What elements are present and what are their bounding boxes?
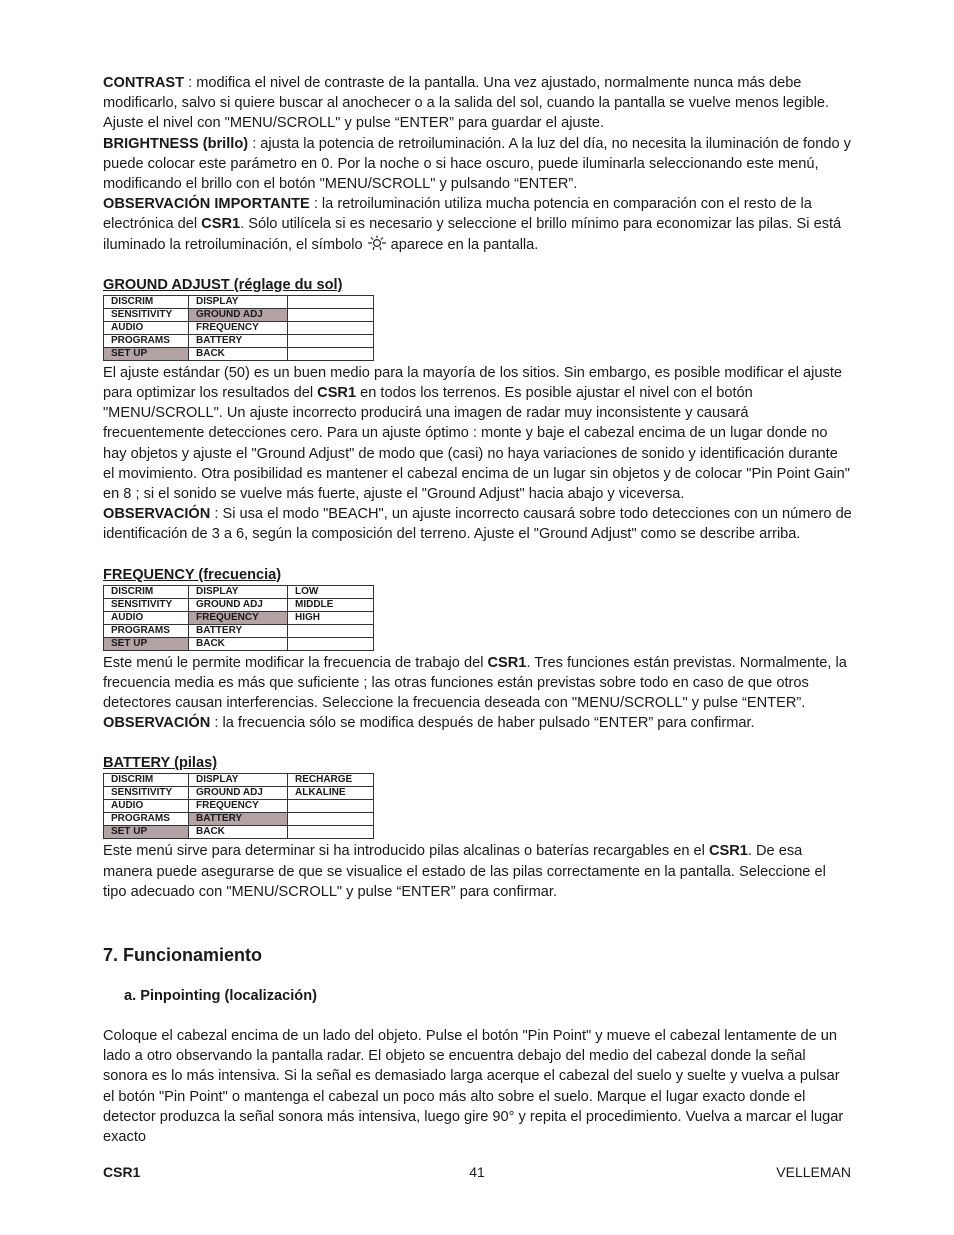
- contrast-paragraph: CONTRAST : modifica el nivel de contraste de la pantalla. Una vez ajustado, normalmente nunca más debe modificarlo, salvo si quiere buscar al anochecer o a la salida del sol, cuando la pantalla se vuelve menos legible. Ajuste el nivel con "MENU/SCROLL" y pulse “ENTER” para guardar el ajuste.: [103, 75, 830, 132]
- table-row: SET UP BACK: [104, 826, 374, 839]
- table-row: PROGRAMS BATTERY: [104, 813, 374, 826]
- table-row: SET UP BACK: [104, 347, 374, 360]
- battery-heading: BATTERY (pilas): [103, 755, 218, 772]
- table-row: AUDIO FREQUENCY HIGH: [104, 611, 374, 624]
- ground-adjust-paragraph: El ajuste estándar (50) es un buen medio para la mayoría de los sitios. Sin embargo, es posible modificar el ajuste para optimizar los resultados del CSR1 en todos los terrenos. Es posible ajustar el nivel con el botón "MENU/SCROLL". Un ajuste incorrecto producirá una imagen de radar muy inconsistente y causará frecuentemente detecciones cero. Para un ajuste óptimo : monte y baje el cabezal encima de un lugar donde no hay objetos y ajuste el "Ground Adjust" de modo que (casi) no haya variaciones de sonido y identificación durante el movimiento. Otra posibilidad es mantener el cabezal encima de un lugar sin objetos y de colocar "Pin Point Gain" en 8 ; si el sonido se vuelve más fuerte, ajuste el "Ground Adjust" hacia abajo y viceversa.: [103, 364, 850, 503]
- table-row: PROGRAMS BATTERY: [104, 624, 374, 637]
- table-row: SET UP BACK: [104, 637, 374, 650]
- sun-icon: [367, 235, 387, 251]
- selected-cell: BATTERY: [189, 813, 288, 826]
- table-row: AUDIO FREQUENCY: [104, 800, 374, 813]
- page-number: 41: [469, 1164, 485, 1180]
- frequency-menu-table: [103, 585, 374, 651]
- footer-model: CSR1: [103, 1164, 141, 1180]
- page-footer: [103, 1164, 851, 1184]
- table-row: DISCRIM DISPLAY LOW: [104, 585, 374, 598]
- backlight-note: OBSERVACIÓN IMPORTANTE : la retroiluminación utiliza mucha potencia en comparación con el resto de la electrónica del CSR1. Sólo utilícela si es necesario y seleccione el brillo mínimo para economizar las pilas. Si está iluminado la retroiluminación, el símbolo aparece en la pantalla.: [103, 196, 842, 253]
- table-row: SENSITIVITY GROUND ADJ MIDDLE: [104, 598, 374, 611]
- table-row: SENSITIVITY GROUND ADJ: [104, 308, 374, 321]
- table-row: PROGRAMS BATTERY: [104, 334, 374, 347]
- brightness-paragraph: BRIGHTNESS (brillo) : ajusta la potencia de retroiluminación. A la luz del día, no necesita la iluminación de fondo y puede colocar este parámetro en 0. Por la noche o si hace oscuro, puede iluminarla seleccionando este menú, modificando el brillo con el botón "MENU/SCROLL" y pulsando “ENTER”.: [103, 135, 851, 193]
- selected-cell: FREQUENCY: [189, 611, 288, 624]
- selected-cell: GROUND ADJ: [189, 308, 288, 321]
- document-body: [103, 73, 853, 1147]
- frequency-paragraph: Este menú le permite modificar la frecuencia de trabajo del CSR1. Tres funciones están previstas. Normalmente, la frecuencia media es más que suficiente ; las otras funciones están previstas sobre todo en caso de que otros detectores causan interferencias. Seleccione la frecuencia deseada con "MENU/SCROLL" y pulse “ENTER”.: [103, 654, 847, 712]
- brightness-label: BRIGHTNESS (brillo): [103, 135, 249, 152]
- contrast-label: CONTRAST: [103, 75, 185, 91]
- selected-cell: SET UP: [104, 637, 189, 650]
- ground-adjust-menu-table: [103, 295, 374, 361]
- table-row: AUDIO FREQUENCY: [104, 321, 374, 334]
- battery-menu-table: [103, 773, 374, 839]
- ground-adjust-heading: GROUND ADJUST (réglage du sol): [103, 276, 343, 293]
- section-title: 7. Funcionamiento: [103, 945, 263, 966]
- table-row: DISCRIM DISPLAY RECHARGE: [104, 774, 374, 787]
- frequency-heading: FREQUENCY (frecuencia): [103, 566, 282, 583]
- ground-adjust-note: OBSERVACIÓN : Si usa el modo "BEACH", un ajuste incorrecto causará sobre todo detecciones con un número de identificación de 3 a 6, según la composición del terreno. Ajuste el "Ground Adjust" como se describe arriba.: [103, 506, 852, 543]
- table-row: DISCRIM DISPLAY: [104, 295, 374, 308]
- selected-cell: SET UP: [104, 347, 189, 360]
- footer-brand: VELLEMAN: [776, 1164, 851, 1180]
- pinpointing-paragraph: Coloque el cabezal encima de un lado del objeto. Pulse el botón "Pin Point" y mueve el cabezal lentamente de un lado a otro observando la pantalla radar. El objeto se encuentra debajo del medio del cabezal donde la señal sonora es lo más intensiva. Si la señal es demasiado larga acerque el cabezal del suelo y suelte y vuelva a pulsar el botón "Pin Point" o mantenga el cabezal un poco más alto sobre el suelo. Marque el lugar exacto donde el detector produzca la señal sonora más intensiva, luego gire 90° y repita el procedimiento. Vuelva a marcar el lugar exacto: [103, 1028, 844, 1146]
- table-row: SENSITIVITY GROUND ADJ ALKALINE: [104, 787, 374, 800]
- subsection-title: a. Pinpointing (localización): [124, 988, 317, 1005]
- frequency-note: OBSERVACIÓN : la frecuencia sólo se modifica después de haber pulsado “ENTER” para confirmar.: [103, 715, 755, 732]
- battery-paragraph: Este menú sirve para determinar si ha introducido pilas alcalinas o baterías recargables en el CSR1. De esa manera puede asegurarse de que se visualice el estado de las pilas correctamente en la pantalla. Seleccione el tipo adecuado con "MENU/SCROLL" y pulse “ENTER” para confirmar.: [103, 843, 826, 900]
- selected-cell: SET UP: [104, 826, 189, 839]
